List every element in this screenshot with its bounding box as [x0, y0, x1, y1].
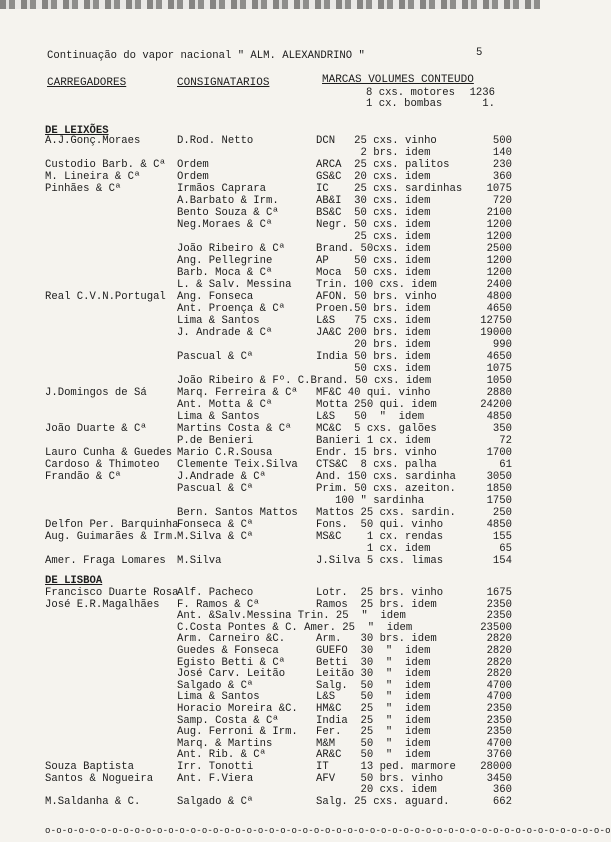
- row-consignee: Arm. Carneiro &C.: [177, 633, 286, 646]
- row-cargo: AFON. 50 brs. vinho: [316, 291, 437, 303]
- row-cargo: Brand. 50cxs. idem: [316, 243, 431, 255]
- row-consignee: Ant. Motta & Cª: [177, 399, 273, 411]
- row-cargo: JA&C 200 brs. idem: [316, 327, 431, 339]
- row-value: 4650: [486, 351, 512, 363]
- row-consignee: Aug. Ferroni & Irm.: [177, 726, 298, 739]
- row-shipper: João Duarte & Cª: [45, 423, 147, 435]
- row-consignee: Ordem: [177, 159, 209, 171]
- row-value: 4850: [486, 411, 512, 423]
- row-cargo: Banieri 1 cx. idem: [316, 435, 431, 447]
- row-shipper: J.Domingos de Sá: [45, 387, 147, 399]
- row-value: 2820: [486, 645, 512, 657]
- row-consignee: João Ribeiro & Cª: [177, 243, 286, 255]
- row-consignee: Martins Costa & Cª: [177, 423, 292, 435]
- row-value: 662: [492, 795, 512, 808]
- row-consignee: Egisto Betti & Cª: [177, 656, 286, 669]
- row-cargo: MC&C 5 cxs. galões: [316, 423, 437, 435]
- row-value: 23500: [480, 621, 512, 634]
- row-consignee: Barb. Moca & Cª: [177, 267, 273, 279]
- row-value: 4850: [486, 519, 512, 531]
- row-consignee: Irmãos Caprara: [177, 183, 267, 195]
- row-value: 4800: [486, 291, 512, 303]
- row-shipper: Custodio Barb. & Cª: [45, 159, 166, 171]
- row-shipper: Amer. Fraga Lomares: [45, 555, 166, 567]
- row-cargo: 100 " sardinha: [316, 495, 425, 507]
- row-value: 2350: [486, 703, 512, 715]
- row-consignee: Horacio Moreira &C.: [177, 703, 298, 715]
- row-cargo: Motta 250 qui. idem: [316, 399, 437, 411]
- row-cargo: Fer. 25 " idem: [316, 726, 431, 739]
- row-cargo: BS&C 50 cxs. idem: [316, 207, 431, 219]
- row-consignee: Pascual & Cª: [177, 351, 254, 363]
- row-shipper: M.Saldanha & C.: [45, 795, 141, 808]
- row-cargo: AB&I 30 cxs. idem: [316, 195, 431, 207]
- row-value: 350: [492, 423, 512, 435]
- row-cargo: Prim. 50 cxs. azeiton.: [316, 483, 456, 495]
- row-cargo: Salg. 50 " idem: [316, 679, 431, 692]
- row-cargo: Fons. 50 qui. vinho: [316, 519, 444, 531]
- row-value: 19000: [480, 327, 512, 339]
- row-value: 72: [499, 435, 512, 447]
- row-value: 250: [492, 507, 512, 519]
- row-shipper: Cardoso & Thimoteo: [45, 459, 160, 471]
- row-consignee: Irr. Tonotti: [177, 761, 254, 773]
- row-value: 4700: [486, 737, 512, 750]
- row-value: 1200: [486, 255, 512, 267]
- row-value: 3050: [486, 471, 512, 483]
- row-consignee: D.Rod. Netto: [177, 135, 254, 147]
- row-value: 24200: [480, 399, 512, 411]
- row-cargo: AR&C 50 " idem: [316, 749, 431, 762]
- row-cargo: Lotr. 25 brs. vinho: [316, 587, 444, 599]
- row-cargo: IT 13 ped. marmore: [316, 761, 456, 773]
- row-value: 500: [492, 135, 512, 147]
- row-cargo: DCN 25 cxs. vinho: [316, 135, 437, 147]
- row-consignee: Guedes & Fonseca: [177, 645, 279, 657]
- row-consignee: Lima & Santos: [177, 411, 260, 423]
- row-shipper: Santos & Nogueira: [45, 772, 154, 785]
- row-cargo: 1 cx. idem: [316, 543, 431, 555]
- row-cargo: 20 cxs. idem: [316, 784, 437, 797]
- row-shipper: Pinhães & Cª: [45, 183, 122, 195]
- page-title: Continuação do vapor nacional " ALM. ALEXANDRINO ": [47, 50, 365, 62]
- row-cargo: Arm. 30 brs. idem: [316, 633, 437, 646]
- row-consignee: Neg.Moraes & Cª: [177, 219, 273, 231]
- row-value: 720: [492, 195, 512, 207]
- row-cargo: L&S 50 " idem: [316, 411, 425, 423]
- row-value: 155: [492, 531, 512, 543]
- row-shipper: José E.R.Magalhães: [45, 598, 160, 611]
- top-row-value: 1.: [482, 98, 495, 110]
- row-cargo: MF&C 40 qui. vinho: [316, 387, 431, 399]
- top-row-text: 8 cxs. motores: [366, 87, 456, 99]
- row-value: 1075: [486, 363, 512, 375]
- row-cargo: India 50 brs. idem: [316, 351, 431, 363]
- row-value: 61: [499, 459, 512, 471]
- row-cargo: Salg. 25 cxs. aguard.: [316, 795, 450, 808]
- row-consignee: João Ribeiro & Fº. C.Brand. 50 cxs. idem: [177, 375, 432, 387]
- row-cargo: Endr. 15 brs. vinho: [316, 447, 437, 459]
- scan-top-edge: [0, 0, 540, 9]
- row-consignee: Mario C.R.Sousa: [177, 447, 273, 459]
- row-shipper: A.J.Gonç.Moraes: [45, 135, 141, 147]
- row-consignee: Salgado & Cª: [177, 679, 254, 692]
- row-cargo: Trin. 100 cxs. idem: [316, 279, 437, 291]
- row-value: 140: [492, 147, 512, 159]
- row-cargo: MS&C 1 cx. rendas: [316, 531, 444, 543]
- row-consignee: Ant. F.Viera: [177, 772, 254, 785]
- row-cargo: Ramos 25 brs. idem: [316, 598, 437, 611]
- row-value: 1750: [486, 495, 512, 507]
- row-consignee: Lima & Santos: [177, 315, 260, 327]
- row-consignee: J. Andrade & Cª: [177, 327, 273, 339]
- row-value: 1050: [486, 375, 512, 387]
- row-consignee: Bern. Santos Mattos: [177, 507, 298, 519]
- row-value: 1700: [486, 447, 512, 459]
- row-value: 12750: [480, 315, 512, 327]
- row-value: 4700: [486, 679, 512, 692]
- row-value: 2350: [486, 726, 512, 739]
- row-value: 2820: [486, 668, 512, 681]
- row-cargo: 25 cxs. idem: [316, 231, 431, 243]
- row-cargo: Moca 50 cxs. idem: [316, 267, 431, 279]
- row-consignee: L. & Salv. Messina: [177, 279, 292, 291]
- section-leixoes: DE LEIXÕES: [45, 125, 109, 137]
- row-cargo: Betti 30 " idem: [316, 656, 431, 669]
- row-cargo: L&S 75 cxs. idem: [316, 315, 431, 327]
- row-cargo: Proen.50 brs. idem: [316, 303, 431, 315]
- row-value: 4700: [486, 691, 512, 704]
- row-shipper: Lauro Cunha & Guedes: [45, 447, 173, 459]
- row-shipper: Francisco Duarte Rosa: [45, 587, 179, 599]
- row-cargo: Leitão 30 " idem: [316, 668, 431, 681]
- row-value: 3450: [486, 772, 512, 785]
- row-consignee: J.Andrade & Cª: [177, 471, 267, 483]
- page-number: 5: [476, 47, 483, 59]
- row-shipper: Frandão & Cª: [45, 471, 122, 483]
- row-cargo: GUEFO 30 " idem: [316, 645, 431, 657]
- row-value: 1850: [486, 483, 512, 495]
- row-consignee: Bento Souza & Cª: [177, 207, 279, 219]
- row-consignee: Ordem: [177, 171, 209, 183]
- row-value: 1075: [486, 183, 512, 195]
- row-consignee: Alf. Pacheco: [177, 587, 254, 599]
- row-cargo: HM&C 25 " idem: [316, 703, 431, 715]
- row-value: 2820: [486, 633, 512, 646]
- row-cargo: M&M 50 " idem: [316, 737, 431, 750]
- row-consignee: Ant. &Salv.Messina Trin. 25 " idem: [177, 610, 406, 623]
- row-value: 230: [492, 159, 512, 171]
- row-value: 1200: [486, 231, 512, 243]
- row-cargo: AFV 50 brs. vinho: [316, 772, 444, 785]
- row-cargo: L&S 50 " idem: [316, 691, 431, 704]
- row-consignee: Pascual & Cª: [177, 483, 254, 495]
- row-cargo: India 25 " idem: [316, 714, 431, 727]
- row-value: 1200: [486, 219, 512, 231]
- row-value: 154: [492, 555, 512, 567]
- row-consignee: Marq. Ferreira & Cª: [177, 387, 298, 399]
- top-row-text: 1 cx. bombas: [366, 98, 443, 110]
- row-cargo: And. 150 cxs. sardinha: [316, 471, 456, 483]
- row-value: 4650: [486, 303, 512, 315]
- top-row-value: 1236: [469, 87, 495, 99]
- row-value: 2820: [486, 656, 512, 669]
- row-consignee: Lima & Santos: [177, 691, 260, 704]
- row-value: 2880: [486, 387, 512, 399]
- row-value: 360: [492, 171, 512, 183]
- row-value: 990: [492, 339, 512, 351]
- row-shipper: Aug. Guimarães & Irm.: [45, 531, 179, 543]
- header-marcas-volumes-conteudo: MARCAS VOLUMES CONTEUDO: [322, 74, 474, 86]
- row-consignee: C.Costa Pontes & C. Amer. 25 " idem: [177, 621, 413, 634]
- row-consignee: Marq. & Martins: [177, 737, 273, 750]
- row-value: 2350: [486, 610, 512, 623]
- row-value: 360: [492, 784, 512, 797]
- row-cargo: CTS&C 8 cxs. palha: [316, 459, 437, 471]
- row-cargo: Negr. 50 cxs. idem: [316, 219, 431, 231]
- row-consignee: Ang. Fonseca: [177, 291, 254, 303]
- row-consignee: Clemente Teix.Silva: [177, 459, 298, 471]
- row-value: 1200: [486, 267, 512, 279]
- row-value: 2500: [486, 243, 512, 255]
- row-value: 3760: [486, 749, 512, 762]
- row-cargo: Mattos 25 cxs. sardin.: [316, 507, 456, 519]
- row-cargo: AP 50 cxs. idem: [316, 255, 431, 267]
- header-consignatarios: CONSIGNATARIOS: [177, 77, 270, 89]
- header-carregadores: CARREGADORES: [47, 77, 127, 89]
- row-shipper: M. Lineira & Cª: [45, 171, 141, 183]
- row-cargo: 20 brs. idem: [316, 339, 431, 351]
- row-value: 1675: [486, 587, 512, 599]
- section-lisboa: DE LISBOA: [45, 575, 103, 587]
- row-consignee: P.de Benieri: [177, 435, 254, 447]
- row-value: 2100: [486, 207, 512, 219]
- row-consignee: Ang. Pellegrine: [177, 255, 273, 267]
- row-value: 28000: [480, 761, 512, 773]
- row-cargo: GS&C 20 cxs. idem: [316, 171, 431, 183]
- row-shipper: Delfon Per. Barquinha: [45, 519, 179, 531]
- row-consignee: M.Silva & Cª: [177, 531, 254, 543]
- row-value: 65: [499, 543, 512, 555]
- row-value: 2350: [486, 714, 512, 727]
- row-value: 2350: [486, 598, 512, 611]
- row-value: 2400: [486, 279, 512, 291]
- row-consignee: F. Ramos & Cª: [177, 598, 260, 611]
- row-consignee: M.Silva: [177, 555, 222, 567]
- row-cargo: J.Silva 5 cxs. limas: [316, 555, 444, 567]
- row-consignee: Fonseca & Cª: [177, 519, 254, 531]
- row-cargo: 2 brs. idem: [316, 147, 431, 159]
- row-cargo: ARCA 25 cxs. palitos: [316, 159, 450, 171]
- row-cargo: IC 25 cxs. sardinhas: [316, 183, 463, 195]
- row-consignee: Salgado & Cª: [177, 795, 254, 808]
- row-consignee: José Carv. Leitão: [177, 668, 286, 681]
- row-consignee: Ant. Proença & Cª: [177, 303, 286, 315]
- row-consignee: A.Barbato & Irm.: [177, 195, 279, 207]
- row-shipper: Souza Baptista: [45, 761, 135, 773]
- row-consignee: Ant. Rib. & Cª: [177, 749, 267, 762]
- row-consignee: Samp. Costa & Cª: [177, 714, 279, 727]
- separator-line: o-o-o-o-o-o-o-o-o-o-o-o-o-o-o-o-o-o-o-o-o-o-o-o-o-o-o-o-o-o-o-o-o-o-o-o-o-o-o-o-o-o-o-o-o-o-o-o-o-o-o: [45, 826, 611, 836]
- row-cargo: 50 cxs. idem: [316, 363, 431, 375]
- row-shipper: Real C.V.N.Portugal: [45, 291, 166, 303]
